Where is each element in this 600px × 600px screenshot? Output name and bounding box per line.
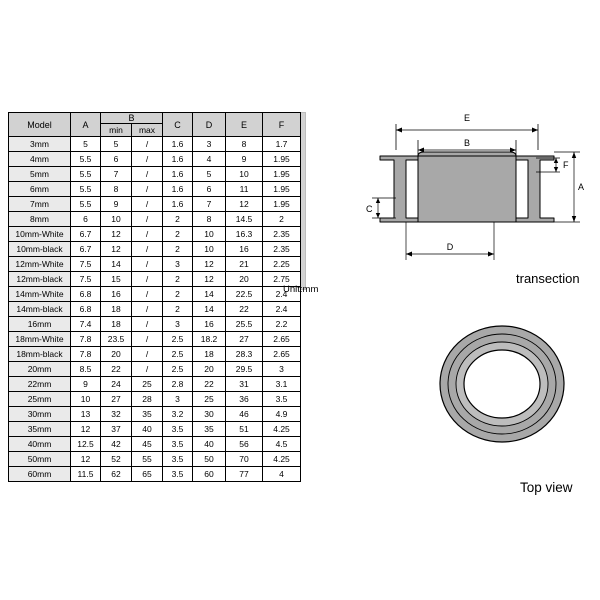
cell-c: 3.5 (163, 422, 193, 437)
cell-model: 60mm (9, 467, 71, 482)
cell-model: 25mm (9, 392, 71, 407)
table-row (9, 137, 301, 152)
topview-caption: Top view (520, 480, 573, 495)
cell-bmin: 6 (101, 152, 132, 167)
cell-e: 36 (226, 392, 263, 407)
label-e: E (463, 113, 471, 123)
cell-model: 40mm (9, 437, 71, 452)
cell-a: 12.5 (71, 437, 101, 452)
cell-f: 4.25 (263, 452, 301, 467)
cell-a: 6.8 (71, 287, 101, 302)
cell-bmin: 8 (101, 182, 132, 197)
cell-d: 30 (193, 407, 226, 422)
cell-d: 10 (193, 227, 226, 242)
cell-f: 2.4 (263, 302, 301, 317)
cell-model: 14mm-black (9, 302, 71, 317)
label-d: D (446, 242, 454, 252)
header-d: D (193, 113, 226, 137)
cell-model: 20mm (9, 362, 71, 377)
cell-bmax: / (132, 137, 163, 152)
cell-bmin: 52 (101, 452, 132, 467)
cell-f: 3.1 (263, 377, 301, 392)
transection-drawing (360, 88, 590, 288)
cell-e: 16 (226, 242, 263, 257)
cell-d: 20 (193, 362, 226, 377)
cell-a: 12 (71, 422, 101, 437)
cell-c: 2 (163, 212, 193, 227)
cell-d: 6 (193, 182, 226, 197)
cell-f: 3.5 (263, 392, 301, 407)
cell-d: 40 (193, 437, 226, 452)
cell-d: 12 (193, 272, 226, 287)
cell-d: 10 (193, 242, 226, 257)
cell-model: 35mm (9, 422, 71, 437)
cell-a: 7.8 (71, 332, 101, 347)
cell-bmin: 18 (101, 302, 132, 317)
cell-a: 7.4 (71, 317, 101, 332)
cell-d: 18 (193, 347, 226, 362)
cell-c: 2 (163, 302, 193, 317)
cell-model: 18mm-White (9, 332, 71, 347)
cell-bmax: / (132, 242, 163, 257)
topview-drawing (432, 306, 572, 466)
cell-e: 21 (226, 257, 263, 272)
cell-bmax: / (132, 287, 163, 302)
table-row (9, 317, 301, 332)
cell-f: 2.25 (263, 257, 301, 272)
cell-c: 1.6 (163, 137, 193, 152)
topview-svg (432, 306, 572, 466)
cell-a: 6 (71, 212, 101, 227)
cell-model: 8mm (9, 212, 71, 227)
cell-f: 2.4 (263, 287, 301, 302)
cell-bmax: / (132, 272, 163, 287)
cell-model: 16mm (9, 317, 71, 332)
cell-d: 4 (193, 152, 226, 167)
cell-model: 18mm-black (9, 347, 71, 362)
cell-d: 16 (193, 317, 226, 332)
cell-a: 5.5 (71, 152, 101, 167)
cell-a: 7.5 (71, 272, 101, 287)
header-b-min: min (101, 124, 132, 137)
cell-a: 7.5 (71, 257, 101, 272)
cell-c: 3.5 (163, 467, 193, 482)
table-row (9, 167, 301, 182)
cell-d: 22 (193, 377, 226, 392)
cell-c: 2.5 (163, 347, 193, 362)
cell-e: 9 (226, 152, 263, 167)
cell-e: 29.5 (226, 362, 263, 377)
cell-f: 4.9 (263, 407, 301, 422)
cell-f: 2.35 (263, 227, 301, 242)
cell-bmin: 37 (101, 422, 132, 437)
cell-model: 10mm-black (9, 242, 71, 257)
cell-bmin: 14 (101, 257, 132, 272)
cell-e: 14.5 (226, 212, 263, 227)
table-row (9, 407, 301, 422)
table-row (9, 392, 301, 407)
cell-bmax: / (132, 227, 163, 242)
cell-model: 12mm-black (9, 272, 71, 287)
cell-f: 1.95 (263, 152, 301, 167)
cell-f: 2.65 (263, 332, 301, 347)
cell-model: 7mm (9, 197, 71, 212)
cell-bmax: / (132, 347, 163, 362)
table-row (9, 422, 301, 437)
cell-c: 1.6 (163, 152, 193, 167)
cell-bmin: 27 (101, 392, 132, 407)
cell-a: 5.5 (71, 197, 101, 212)
cell-a: 8.5 (71, 362, 101, 377)
cell-a: 6.8 (71, 302, 101, 317)
cell-d: 60 (193, 467, 226, 482)
label-c: C (366, 204, 373, 214)
cell-bmin: 16 (101, 287, 132, 302)
cell-bmax: / (132, 257, 163, 272)
table-row (9, 302, 301, 317)
header-c: C (163, 113, 193, 137)
cell-model: 5mm (9, 167, 71, 182)
unit-note: Unit:mm (283, 284, 319, 295)
cell-bmax: / (132, 302, 163, 317)
cell-bmin: 5 (101, 137, 132, 152)
cell-f: 2 (263, 212, 301, 227)
cell-f: 2.2 (263, 317, 301, 332)
cell-d: 5 (193, 167, 226, 182)
header-e: E (226, 113, 263, 137)
cell-f: 1.7 (263, 137, 301, 152)
cell-model: 3mm (9, 137, 71, 152)
cell-bmax: 28 (132, 392, 163, 407)
cell-e: 8 (226, 137, 263, 152)
cell-e: 77 (226, 467, 263, 482)
cell-c: 2 (163, 287, 193, 302)
cell-model: 50mm (9, 452, 71, 467)
spec-table (8, 112, 301, 482)
cell-c: 2 (163, 272, 193, 287)
cell-a: 12 (71, 452, 101, 467)
cell-bmin: 7 (101, 167, 132, 182)
cell-e: 11 (226, 182, 263, 197)
cell-f: 2.75 (263, 272, 301, 287)
cell-model: 12mm-White (9, 257, 71, 272)
cell-bmin: 62 (101, 467, 132, 482)
header-model: Model (9, 113, 71, 137)
header-b: B (101, 113, 163, 124)
cell-d: 7 (193, 197, 226, 212)
cell-a: 6.7 (71, 227, 101, 242)
cell-c: 1.6 (163, 182, 193, 197)
cell-e: 28.3 (226, 347, 263, 362)
table-row (9, 182, 301, 197)
cell-d: 3 (193, 137, 226, 152)
cell-model: 10mm-White (9, 227, 71, 242)
cell-bmax: / (132, 332, 163, 347)
cell-e: 70 (226, 452, 263, 467)
cell-d: 50 (193, 452, 226, 467)
table-row (9, 227, 301, 242)
cell-bmax: / (132, 212, 163, 227)
cell-bmax: / (132, 152, 163, 167)
transection-svg (360, 88, 590, 288)
cell-e: 22.5 (226, 287, 263, 302)
cell-bmax: / (132, 197, 163, 212)
cell-e: 27 (226, 332, 263, 347)
table-row (9, 257, 301, 272)
table-row (9, 467, 301, 482)
header-b-max: max (132, 124, 163, 137)
cell-c: 2.5 (163, 332, 193, 347)
cell-bmin: 12 (101, 242, 132, 257)
cell-bmin: 32 (101, 407, 132, 422)
cell-c: 2 (163, 242, 193, 257)
table-row (9, 437, 301, 452)
header-a: A (71, 113, 101, 137)
cell-bmin: 23.5 (101, 332, 132, 347)
table-row (9, 287, 301, 302)
cell-d: 35 (193, 422, 226, 437)
cell-c: 1.6 (163, 167, 193, 182)
cell-d: 12 (193, 257, 226, 272)
cell-c: 3.5 (163, 437, 193, 452)
cell-bmax: 25 (132, 377, 163, 392)
cell-bmax: 55 (132, 452, 163, 467)
table-row (9, 272, 301, 287)
cell-a: 5.5 (71, 182, 101, 197)
table-row (9, 152, 301, 167)
cell-bmin: 42 (101, 437, 132, 452)
cell-bmax: 65 (132, 467, 163, 482)
cell-f: 4.5 (263, 437, 301, 452)
table-row (9, 347, 301, 362)
cell-c: 1.6 (163, 197, 193, 212)
cell-a: 10 (71, 392, 101, 407)
cell-model: 22mm (9, 377, 71, 392)
cell-f: 4.25 (263, 422, 301, 437)
cell-bmin: 18 (101, 317, 132, 332)
cell-f: 1.95 (263, 182, 301, 197)
table-row (9, 362, 301, 377)
cell-a: 9 (71, 377, 101, 392)
cell-a: 5 (71, 137, 101, 152)
cell-bmax: 40 (132, 422, 163, 437)
cell-a: 7.8 (71, 347, 101, 362)
table-header (9, 113, 301, 137)
cell-bmin: 22 (101, 362, 132, 377)
cell-f: 2.35 (263, 242, 301, 257)
cell-c: 2.5 (163, 362, 193, 377)
cell-f: 4 (263, 467, 301, 482)
cell-model: 30mm (9, 407, 71, 422)
table-row (9, 332, 301, 347)
cell-f: 2.65 (263, 347, 301, 362)
cell-bmin: 15 (101, 272, 132, 287)
cell-model: 4mm (9, 152, 71, 167)
header-f: F (263, 113, 301, 137)
cell-bmin: 9 (101, 197, 132, 212)
cell-c: 3.2 (163, 407, 193, 422)
cell-bmin: 24 (101, 377, 132, 392)
cell-c: 2.8 (163, 377, 193, 392)
cell-c: 3 (163, 392, 193, 407)
cell-bmin: 10 (101, 212, 132, 227)
table-row (9, 377, 301, 392)
cell-d: 25 (193, 392, 226, 407)
cell-model: 14mm-White (9, 287, 71, 302)
cell-e: 10 (226, 167, 263, 182)
cell-e: 51 (226, 422, 263, 437)
table-body (9, 137, 301, 482)
table-row (9, 212, 301, 227)
cell-bmin: 12 (101, 227, 132, 242)
table-row (9, 242, 301, 257)
cell-bmax: / (132, 317, 163, 332)
cell-f: 1.95 (263, 197, 301, 212)
cell-d: 14 (193, 302, 226, 317)
cell-e: 46 (226, 407, 263, 422)
cell-d: 14 (193, 287, 226, 302)
cell-a: 6.7 (71, 242, 101, 257)
label-a: A (578, 182, 585, 192)
cell-c: 3 (163, 317, 193, 332)
table-row (9, 197, 301, 212)
transection-caption: transection (516, 271, 580, 286)
cell-c: 2 (163, 227, 193, 242)
cell-model: 6mm (9, 182, 71, 197)
cell-c: 3 (163, 257, 193, 272)
cell-e: 25.5 (226, 317, 263, 332)
label-b: B (463, 138, 471, 148)
cell-e: 16.3 (226, 227, 263, 242)
cell-d: 18.2 (193, 332, 226, 347)
cell-e: 22 (226, 302, 263, 317)
cell-d: 8 (193, 212, 226, 227)
cell-bmax: 45 (132, 437, 163, 452)
cell-c: 3.5 (163, 452, 193, 467)
cell-bmax: / (132, 167, 163, 182)
cell-a: 11.5 (71, 467, 101, 482)
cell-e: 31 (226, 377, 263, 392)
cell-bmax: 35 (132, 407, 163, 422)
cell-e: 20 (226, 272, 263, 287)
cell-a: 5.5 (71, 167, 101, 182)
cell-e: 12 (226, 197, 263, 212)
cell-bmax: / (132, 182, 163, 197)
cell-f: 1.95 (263, 167, 301, 182)
cell-f: 3 (263, 362, 301, 377)
cell-bmax: / (132, 362, 163, 377)
label-f: F (563, 160, 569, 170)
table-row (9, 452, 301, 467)
spec-table-container (8, 112, 300, 482)
cell-a: 13 (71, 407, 101, 422)
cell-bmin: 20 (101, 347, 132, 362)
cell-e: 56 (226, 437, 263, 452)
